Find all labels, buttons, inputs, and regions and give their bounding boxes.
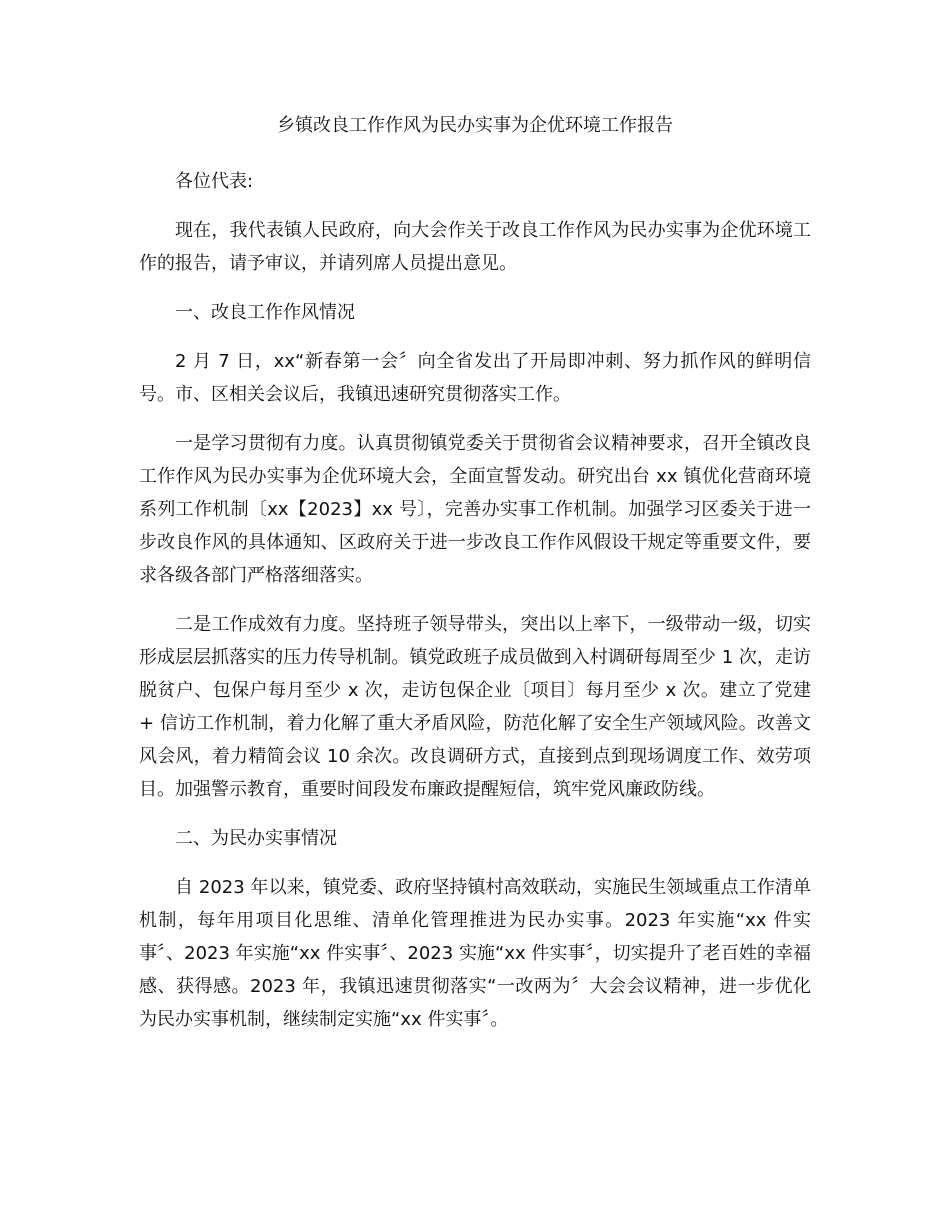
- paragraph-practical-matters: 自 2023 年以来，镇党委、政府坚持镇村高效联动，实施民生领域重点工作清单机制，每年用项目化思维、清单化管理推进为民办实事。2023 年实施“xx 件实事〞、2023 年实施“xx 件实事〞、2023 实施“xx 件实事〞，切实提升了老百姓的幸福感、获得感。2023 年，我镇迅速贯彻落实“一改两为〞大会会议精神，进一步优化为民办实事机制，继续制定实施“xx 件实事〞。: [139, 877, 811, 1030]
- section-heading-work-style: 一、改良工作作风情况: [175, 302, 355, 323]
- paragraph-meeting: 2 月 7 日，xx“新春第一会〞向全省发出了开局即冲刺、努力抓作风的鲜明信号。市、区相关会议后，我镇迅速研究贯彻落实工作。: [139, 351, 811, 405]
- section-heading-practical-matters: 二、为民办实事情况: [175, 828, 337, 849]
- paragraph-study-implementation: 一是学习贯彻有力度。认真贯彻镇党委关于贯彻省会议精神要求，召开全镇改良工作作风为民办实事为企优环境大会，全面宣誓发动。研究出台 xx 镇优化营商环境系列工作机制〔xx【2023】xx 号〕，完善办实事工作机制。加强学习区委关于进一步改良作风的具体通知、区政府关于进一步改良工作作风假设干规定等重要文件，要求各级各部门严格落细落实。: [139, 433, 811, 586]
- paragraph-work-effectiveness: 二是工作成效有力度。坚持班子领导带头，突出以上率下，一级带动一级，切实形成层层抓落实的压力传导机制。镇党政班子成员做到入村调研每周至少 1 次，走访脱贫户、包保户每月至少 x 次，走访包保企业〔项目〕每月至少 x 次。建立了党建 + 信访工作机制，着力化解了重大矛盾风险，防范化解了安全生产领域风险。改善文风会风，着力精简会议 10 余次。改良调研方式，直接到点到现场调度工作、效劳项目。加强警示教育，重要时间段发布廉政提醒短信，筑牢党风廉政防线。: [139, 614, 811, 800]
- intro-paragraph: 现在，我代表镇人民政府，向大会作关于改良工作作风为民办实事为企优环境工作的报告，请予审议，并请列席人员提出意见。: [139, 220, 811, 274]
- document-body: [139, 113, 811, 1052]
- document-title: 乡镇改良工作作风为民办实事为企优环境工作报告: [277, 115, 673, 136]
- salutation: 各位代表:: [175, 171, 254, 192]
